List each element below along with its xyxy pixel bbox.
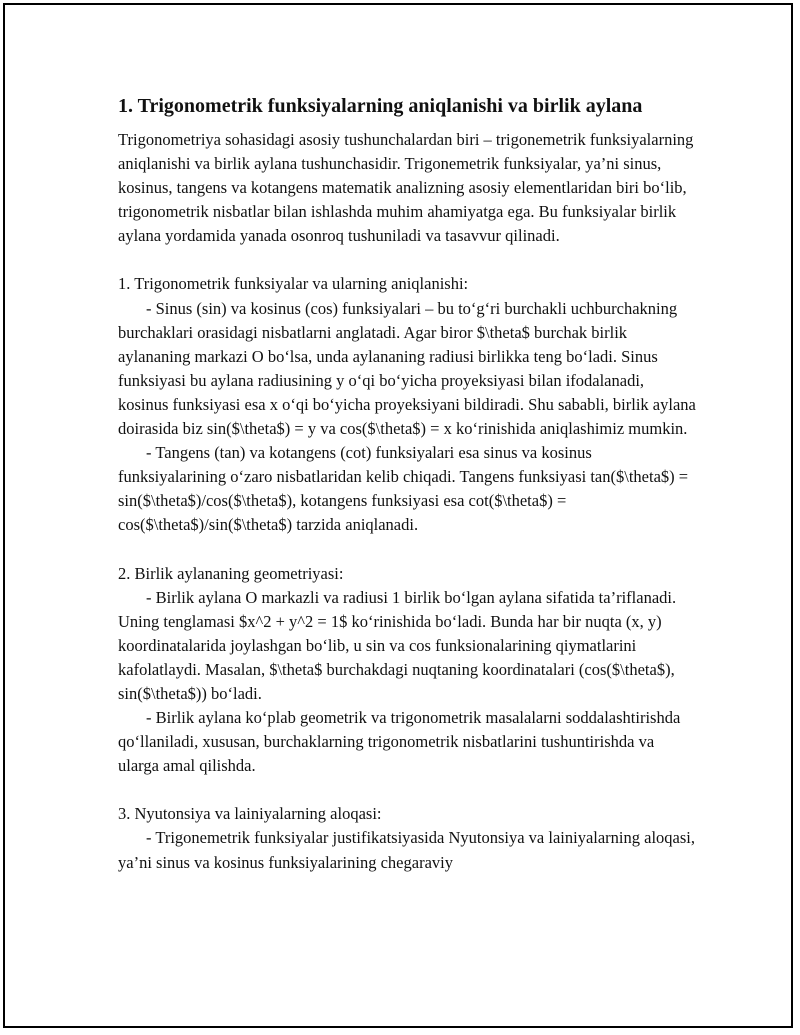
section-geometry — [118, 562, 698, 779]
document-heading: 1. Trigonometrik funksiyalarning aniqlanishi va birlik aylana — [118, 95, 643, 117]
document-body — [118, 92, 698, 899]
section-paragraph: - Trigonemetrik funksiyalar justifikatsiyasida Nyutonsiya va lainiyalarning aloqasi, ya’ni sinus va kosinus funksiyalarining chegaraviy — [118, 828, 695, 872]
intro-paragraph: Trigonometriya sohasidagi asosiy tushunchalardan biri – trigonemetrik funksiyalarning aniqlanishi va birlik aylana tushunchasidir. Trigonemetrik funksiyalar, ya’ni sinus, kosinus, tangens va kotangens matematik analizning asosiy elementlaridan biri bo‘lib, trigonometrik nisbatlar bilan ishlashda muhim ahamiyatga ega. Bu funksiyalar birlik aylana yordamida yanada osonroq tushuniladi va tasavvur qilinadi. — [118, 130, 694, 246]
section-title: 3. Nyutonsiya va lainiyalarning aloqasi: — [118, 804, 382, 824]
section-paragraph: - Birlik aylana ko‘plab geometrik va trigonometrik masalalarni soddalashtirishda qo‘llaniladi, xususan, burchaklarning trigonometrik nisbatlarini tushuntirishda va ularga amal qilishda. — [118, 708, 681, 776]
section-definitions — [118, 272, 698, 537]
section-relation — [118, 802, 698, 874]
section-paragraph: - Tangens (tan) va kotangens (cot) funksiyalari esa sinus va kosinus funksiyalarining o‘zaro nisbatlaridan kelib chiqadi. Tangens funksiyasi tan($\theta$) = sin($\theta$)/cos($\theta$), kotangens funksiyasi esa cot($\theta$) = cos($\theta$)/sin($\theta$) tarzida aniqlanadi. — [118, 443, 689, 535]
section-title: 2. Birlik aylananing geometriyasi: — [118, 563, 344, 583]
section-paragraph: - Sinus (sin) va kosinus (cos) funksiyalari – bu to‘g‘ri burchakli uchburchakning burchaklari orasidagi nisbatlarni anglatadi. Agar biror $\theta$ burchak birlik aylananing markazi O bo‘lsa, unda aylananing radiusi birlikka teng bo‘ladi. Sinus funksiyasi bu aylana radiusining y o‘qi bo‘yicha proyeksiyasi bilan ifodalanadi, kosinus funksiyasi esa x o‘qi bo‘yicha proyeksiyani bildiradi. Shu sababli, birlik aylana doirasida biz sin($\theta$) = y va cos($\theta$) = x ko‘rinishida aniqlashimiz mumkin. — [118, 298, 696, 439]
section-title: 1. Trigonometrik funksiyalar va ularning aniqlanishi: — [118, 274, 469, 294]
section-paragraph: - Birlik aylana O markazli va radiusi 1 birlik bo‘lgan aylana sifatida ta’riflanadi. Uning tenglamasi $x^2 + y^2 = 1$ ko‘rinishida bo‘ladi. Bunda har bir nuqta (x, y) koordinatalarida joylashgan bo‘lib, u sin va cos funksionalarining qiymatlarini kafolatlaydi. Masalan, $\theta$ burchakdagi nuqtaning koordinatalari (cos($\theta$), sin($\theta$)) bo‘ladi. — [118, 587, 677, 703]
